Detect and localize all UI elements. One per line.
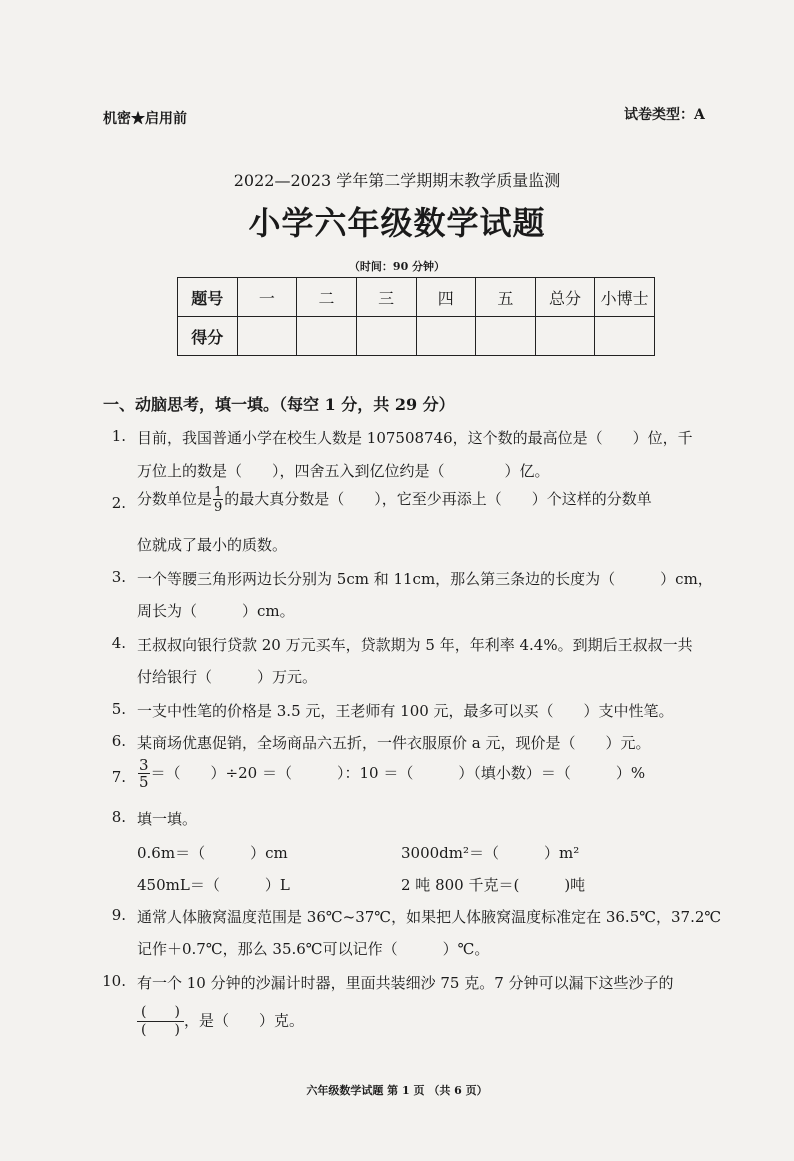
question-8-item-c: 450mL＝（ ）L xyxy=(137,876,290,894)
question-number: 9. xyxy=(111,906,126,924)
question-1-line-2: 万位上的数是（ ），四舍五入到亿位约是（ ）亿。 xyxy=(137,462,550,480)
question-10-line-2 xyxy=(137,1004,304,1039)
score-row-label: 得分 xyxy=(178,317,238,356)
question-3-line-2: 周长为（ ）cm。 xyxy=(137,602,295,620)
score-cell-col: 五 xyxy=(476,278,536,317)
question-number: 10. xyxy=(102,972,126,990)
exam-subtitle: 2022—2023 学年第二学期期末教学质量监测 xyxy=(233,171,561,190)
fraction-numerator: ( ) xyxy=(137,1004,184,1022)
score-input-cell[interactable] xyxy=(356,317,416,356)
question-number: 3. xyxy=(111,568,126,586)
question-8-item-b: 3000dm²＝（ ）m² xyxy=(401,844,580,862)
fraction-numerator: 3 xyxy=(139,756,149,774)
question-7-text: ＝（ ）÷20 ＝（ ）：10 ＝（ ）（填小数）＝（ ）% xyxy=(150,764,646,782)
score-input-cell[interactable] xyxy=(595,317,655,356)
question-8-item-a: 0.6m＝（ ）cm xyxy=(137,844,288,862)
score-cell-col: 三 xyxy=(356,278,416,317)
exam-title: 小学六年级数学试题 xyxy=(248,204,546,242)
question-number: 5. xyxy=(111,700,126,718)
question-2-text: 分数单位是 xyxy=(137,490,213,508)
question-4-line-2: 付给银行（ ）万元。 xyxy=(137,668,318,686)
question-5-line-1: 一支中性笔的价格是 3.5 元，王老师有 100 元，最多可以买（ ）支中性笔。 xyxy=(137,702,674,720)
question-4-line-1: 王叔叔向银行贷款 20 万元买车，贷款期为 5 年，年利率 4.4%。到期后王叔叔一共 xyxy=(137,636,693,654)
score-cell-label: 题号 xyxy=(178,278,238,317)
question-7-line-1 xyxy=(137,758,645,790)
question-10-line-1: 有一个 10 分钟的沙漏计时器，里面共装细沙 75 克。7 分钟可以漏下这些沙子的 xyxy=(137,974,674,992)
fraction-numerator: 1 xyxy=(214,485,223,500)
question-number: 6. xyxy=(111,732,126,750)
question-2-line-2: 位就成了最小的质数。 xyxy=(137,536,288,554)
fraction xyxy=(213,486,223,514)
question-6-line-1: 某商场优惠促销，全场商品六五折，一件衣服原价 a 元，现价是（ ）元。 xyxy=(137,734,651,752)
score-input-cell[interactable] xyxy=(476,317,536,356)
fraction xyxy=(138,758,150,790)
score-table-score-row xyxy=(178,317,655,356)
question-number: 4. xyxy=(111,634,126,652)
question-number: 7. xyxy=(111,768,126,786)
question-number: 1. xyxy=(111,427,126,445)
score-cell-col: 二 xyxy=(297,278,357,317)
question-number: 8. xyxy=(111,808,126,826)
question-1-line-1: 目前，我国普通小学在校生人数是 107508746，这个数的最高位是（ ）位，千 xyxy=(137,429,693,447)
score-cell-col: 总分 xyxy=(535,278,595,317)
question-3-line-1: 一个等腰三角形两边长分别为 5cm 和 11cm，那么第三条边的长度为（ ）cm， xyxy=(137,570,713,588)
question-8-line-1: 填一填。 xyxy=(137,810,198,828)
score-cell-col: 小博士 xyxy=(595,278,655,317)
confidential-label: 机密★启用前 xyxy=(103,111,187,127)
question-10-text: ，是（ ）克。 xyxy=(183,1011,304,1030)
score-table xyxy=(177,277,655,356)
question-8-item-d: 2 吨 800 千克＝( )吨 xyxy=(401,876,586,894)
section-1-title: 一、动脑思考，填一填。（每空 1 分，共 29 分） xyxy=(103,395,455,414)
question-2-line-1 xyxy=(137,486,652,514)
question-9-line-1: 通常人体腋窝温度范围是 36℃~37℃，如果把人体腋窝温度标准定在 36.5℃，37.2℃ xyxy=(137,908,722,926)
page-footer: 六年级数学试题 第 1 页 （共 6 页） xyxy=(306,1084,488,1097)
exam-time: （时间：90 分钟） xyxy=(348,260,446,273)
score-cell-col: 四 xyxy=(416,278,476,317)
fraction-denominator: 5 xyxy=(139,773,149,791)
score-cell-col: 一 xyxy=(237,278,297,317)
question-2-text: 的最大真分数是（ ），它至少再添上（ ）个这样的分数单 xyxy=(224,490,652,508)
score-input-cell[interactable] xyxy=(535,317,595,356)
score-input-cell[interactable] xyxy=(416,317,476,356)
question-number: 2. xyxy=(111,494,126,512)
score-table-header-row xyxy=(178,278,655,317)
paper-type-label: 试卷类型：A xyxy=(624,107,705,123)
fraction-denominator: ( ) xyxy=(141,1021,180,1038)
score-input-cell[interactable] xyxy=(297,317,357,356)
fraction-denominator: 9 xyxy=(214,500,223,515)
blank-fraction[interactable] xyxy=(137,1004,184,1039)
question-9-line-2: 记作＋0.7℃，那么 35.6℃可以记作（ ）℃。 xyxy=(137,940,490,958)
score-input-cell[interactable] xyxy=(237,317,297,356)
